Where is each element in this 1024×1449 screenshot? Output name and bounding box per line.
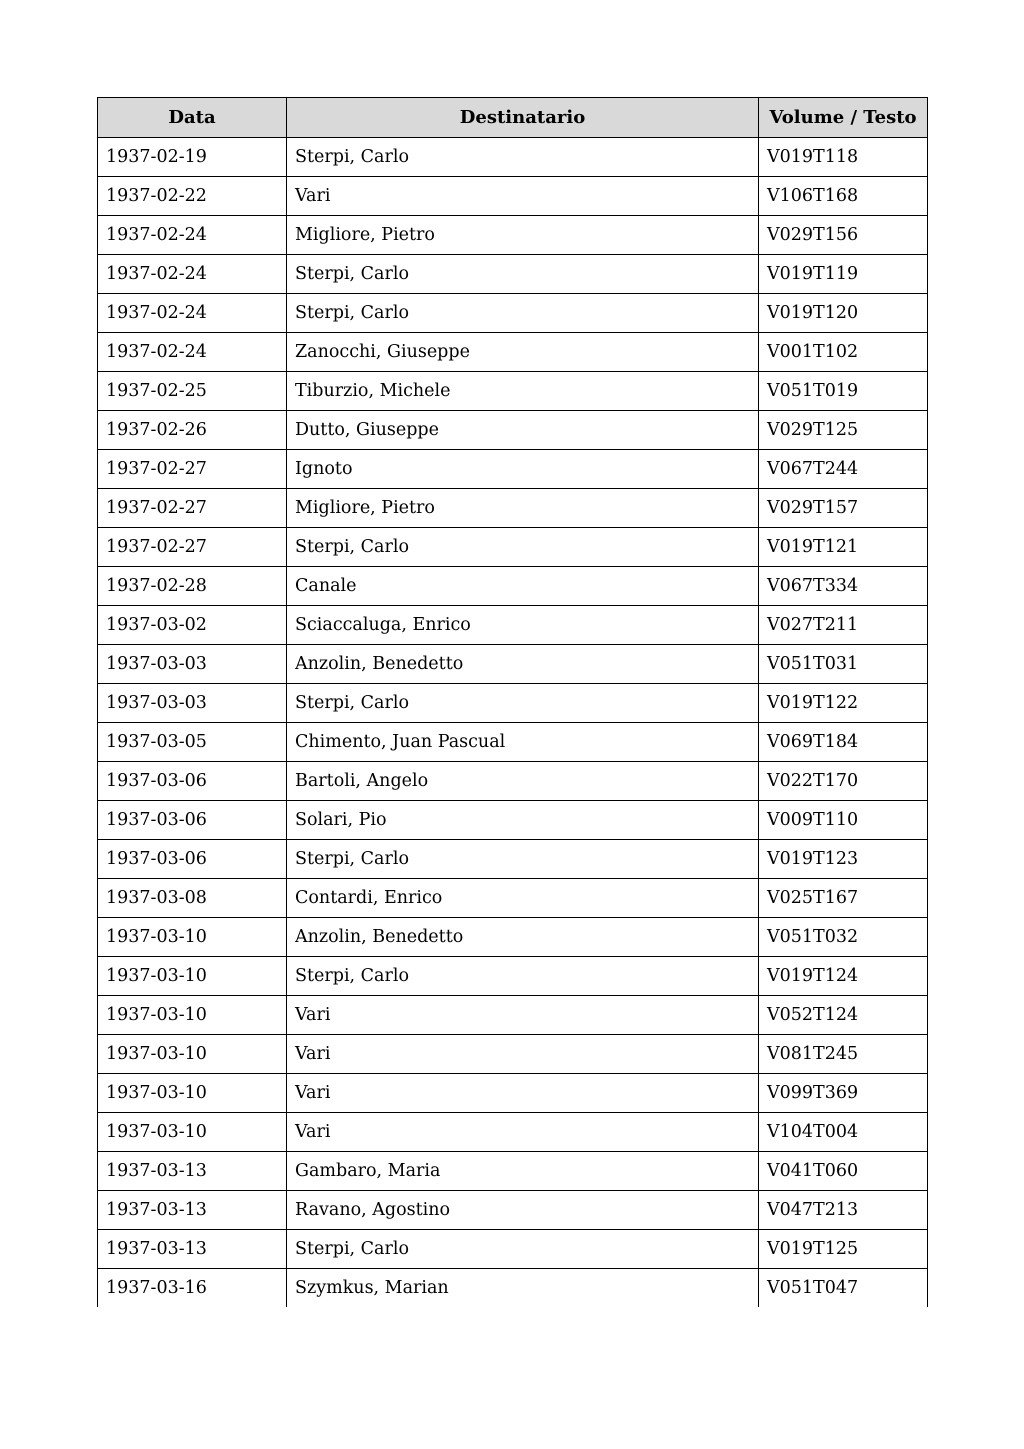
table-row (98, 996, 928, 1035)
table-row (98, 411, 928, 450)
cell-date: 1937-03-10 (98, 1074, 287, 1113)
cell-date: 1937-03-10 (98, 957, 287, 996)
cell-volume-text: V019T125 (759, 1230, 928, 1269)
table-body (98, 138, 928, 1308)
cell-recipient: Vari (287, 996, 759, 1035)
cell-date: 1937-03-05 (98, 723, 287, 762)
cell-date: 1937-02-27 (98, 528, 287, 567)
cell-date: 1937-03-08 (98, 879, 287, 918)
table-row (98, 957, 928, 996)
table-row (98, 216, 928, 255)
cell-volume-text: V001T102 (759, 333, 928, 372)
cell-recipient: Anzolin, Benedetto (287, 918, 759, 957)
table-row (98, 606, 928, 645)
cell-recipient: Szymkus, Marian (287, 1269, 759, 1308)
cell-volume-text: V022T170 (759, 762, 928, 801)
cell-date: 1937-03-13 (98, 1191, 287, 1230)
cell-recipient: Zanocchi, Giuseppe (287, 333, 759, 372)
table-row (98, 645, 928, 684)
table-row (98, 723, 928, 762)
cell-date: 1937-02-19 (98, 138, 287, 177)
cell-recipient: Sterpi, Carlo (287, 528, 759, 567)
cell-volume-text: V029T125 (759, 411, 928, 450)
table-row (98, 762, 928, 801)
cell-volume-text: V051T032 (759, 918, 928, 957)
table-row (98, 489, 928, 528)
table-row (98, 1035, 928, 1074)
cell-volume-text: V081T245 (759, 1035, 928, 1074)
cell-volume-text: V019T119 (759, 255, 928, 294)
cell-recipient: Vari (287, 1074, 759, 1113)
table-row (98, 1074, 928, 1113)
cell-date: 1937-03-06 (98, 801, 287, 840)
table-row (98, 294, 928, 333)
cell-volume-text: V019T124 (759, 957, 928, 996)
cell-recipient: Sterpi, Carlo (287, 138, 759, 177)
table-row (98, 1113, 928, 1152)
cell-date: 1937-03-06 (98, 762, 287, 801)
table-row (98, 528, 928, 567)
column-header-destinatario: Destinatario (287, 98, 759, 138)
cell-volume-text: V051T031 (759, 645, 928, 684)
cell-volume-text: V019T121 (759, 528, 928, 567)
cell-date: 1937-03-02 (98, 606, 287, 645)
table-row (98, 1230, 928, 1269)
cell-volume-text: V019T122 (759, 684, 928, 723)
cell-volume-text: V069T184 (759, 723, 928, 762)
cell-recipient: Sciaccaluga, Enrico (287, 606, 759, 645)
cell-date: 1937-03-13 (98, 1152, 287, 1191)
cell-recipient: Vari (287, 1035, 759, 1074)
cell-recipient: Solari, Pio (287, 801, 759, 840)
cell-date: 1937-03-16 (98, 1269, 287, 1308)
cell-date: 1937-02-26 (98, 411, 287, 450)
cell-recipient: Migliore, Pietro (287, 489, 759, 528)
table-row (98, 1152, 928, 1191)
table-row (98, 918, 928, 957)
cell-date: 1937-02-27 (98, 450, 287, 489)
table-row (98, 879, 928, 918)
cell-volume-text: V019T120 (759, 294, 928, 333)
cell-date: 1937-02-24 (98, 255, 287, 294)
cell-date: 1937-03-10 (98, 1113, 287, 1152)
table-row (98, 1269, 928, 1308)
cell-recipient: Vari (287, 177, 759, 216)
cell-date: 1937-02-24 (98, 333, 287, 372)
cell-recipient: Migliore, Pietro (287, 216, 759, 255)
cell-recipient: Gambaro, Maria (287, 1152, 759, 1191)
cell-volume-text: V051T019 (759, 372, 928, 411)
table-row (98, 801, 928, 840)
cell-date: 1937-02-27 (98, 489, 287, 528)
cell-date: 1937-02-28 (98, 567, 287, 606)
cell-recipient: Bartoli, Angelo (287, 762, 759, 801)
cell-recipient: Sterpi, Carlo (287, 255, 759, 294)
column-header-volume-testo: Volume / Testo (759, 98, 928, 138)
cell-date: 1937-03-06 (98, 840, 287, 879)
cell-volume-text: V047T213 (759, 1191, 928, 1230)
cell-volume-text: V099T369 (759, 1074, 928, 1113)
cell-volume-text: V029T157 (759, 489, 928, 528)
cell-recipient: Sterpi, Carlo (287, 957, 759, 996)
cell-date: 1937-03-03 (98, 645, 287, 684)
table-row (98, 372, 928, 411)
cell-date: 1937-03-10 (98, 996, 287, 1035)
cell-recipient: Anzolin, Benedetto (287, 645, 759, 684)
cell-date: 1937-02-25 (98, 372, 287, 411)
table-row (98, 840, 928, 879)
cell-recipient: Sterpi, Carlo (287, 294, 759, 333)
cell-recipient: Tiburzio, Michele (287, 372, 759, 411)
table-row (98, 177, 928, 216)
cell-volume-text: V009T110 (759, 801, 928, 840)
cell-date: 1937-03-10 (98, 918, 287, 957)
table-row (98, 684, 928, 723)
cell-volume-text: V067T244 (759, 450, 928, 489)
cell-recipient: Dutto, Giuseppe (287, 411, 759, 450)
cell-volume-text: V106T168 (759, 177, 928, 216)
cell-recipient: Canale (287, 567, 759, 606)
document-page (97, 97, 927, 1307)
cell-volume-text: V052T124 (759, 996, 928, 1035)
cell-volume-text: V019T118 (759, 138, 928, 177)
cell-volume-text: V104T004 (759, 1113, 928, 1152)
column-header-data: Data (98, 98, 287, 138)
cell-recipient: Sterpi, Carlo (287, 840, 759, 879)
letters-table (97, 97, 928, 1307)
cell-recipient: Chimento, Juan Pascual (287, 723, 759, 762)
table-row (98, 333, 928, 372)
cell-volume-text: V027T211 (759, 606, 928, 645)
cell-date: 1937-03-03 (98, 684, 287, 723)
cell-volume-text: V019T123 (759, 840, 928, 879)
table-header-row (98, 98, 928, 138)
cell-volume-text: V029T156 (759, 216, 928, 255)
cell-date: 1937-03-10 (98, 1035, 287, 1074)
table-row (98, 138, 928, 177)
cell-recipient: Contardi, Enrico (287, 879, 759, 918)
cell-date: 1937-02-22 (98, 177, 287, 216)
table-row (98, 450, 928, 489)
table-row (98, 255, 928, 294)
cell-date: 1937-02-24 (98, 216, 287, 255)
cell-date: 1937-03-13 (98, 1230, 287, 1269)
cell-recipient: Vari (287, 1113, 759, 1152)
table-row (98, 1191, 928, 1230)
cell-date: 1937-02-24 (98, 294, 287, 333)
cell-recipient: Ravano, Agostino (287, 1191, 759, 1230)
cell-volume-text: V067T334 (759, 567, 928, 606)
cell-volume-text: V041T060 (759, 1152, 928, 1191)
cell-volume-text: V051T047 (759, 1269, 928, 1308)
table-row (98, 567, 928, 606)
cell-recipient: Ignoto (287, 450, 759, 489)
cell-recipient: Sterpi, Carlo (287, 1230, 759, 1269)
cell-recipient: Sterpi, Carlo (287, 684, 759, 723)
cell-volume-text: V025T167 (759, 879, 928, 918)
